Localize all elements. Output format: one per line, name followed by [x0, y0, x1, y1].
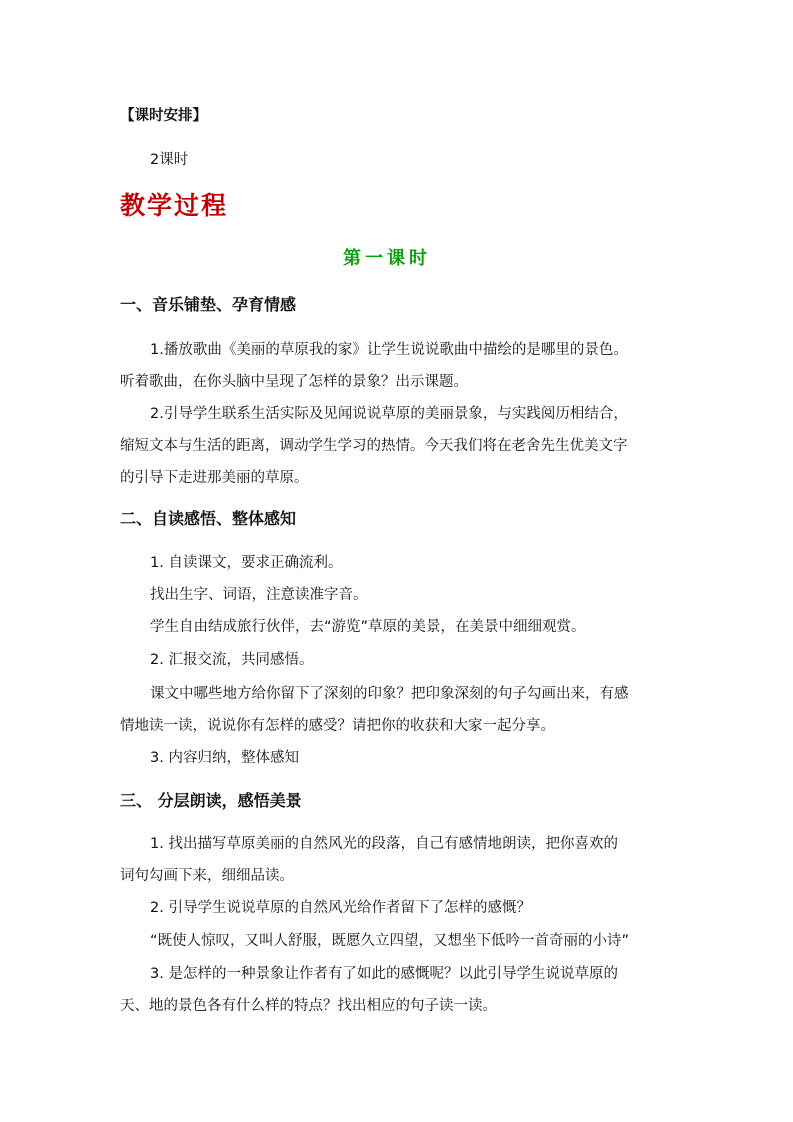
section-2-line: 1. 自读课文，要求正确流利。: [150, 555, 343, 571]
section-2-line: 2. 汇报交流，共同感悟。: [150, 652, 314, 668]
section-3-line: “既使人惊叹，又叫人舒服，既愿久立四望，又想坐下低吟一首奇丽的小诗”: [150, 933, 630, 949]
schedule-heading: 【课时安排】: [120, 108, 207, 124]
section-2-line: 情地读一读，说说你有怎样的感受？请把你的收获和大家一起分享。: [120, 718, 555, 734]
section-3-heading: 三、 分层朗读，感悟美景: [120, 791, 302, 810]
schedule-value: 2课时: [150, 152, 189, 168]
section-1-line: 的引导下走进那美丽的草原。: [120, 470, 309, 486]
section-3-line: 词句勾画下来，细细品读。: [120, 868, 294, 884]
lesson-title: 第一课时: [343, 248, 431, 269]
section-1-line: 缩短文本与生活的距离，调动学生学习的热情。今天我们将在老舍先生优美文字: [120, 438, 628, 454]
section-2-line: 学生自由结成旅行伙伴，去“游览”草原的美景，在美景中细细观赏。: [150, 619, 586, 635]
section-3-line: 2. 引导学生说说草原的自然风光给作者留下了怎样的感慨？: [150, 900, 531, 916]
section-3-line: 1. 找出描写草原美丽的自然风光的段落，自己有感情地朗读，把你喜欢的: [150, 836, 618, 852]
section-1-line: 1.播放歌曲《美丽的草原我的家》让学生说说歌曲中描绘的是哪里的景色。: [150, 342, 628, 358]
section-2-heading: 二、自读感悟、整体感知: [120, 509, 297, 528]
section-2-line: 3. 内容归纳，整体感知: [150, 750, 299, 766]
section-2-line: 找出生字、词语，注意读准字音。: [150, 587, 368, 603]
section-2-line: 课文中哪些地方给你留下了深刻的印象？把印象深刻的句子勾画出来，有感: [150, 686, 629, 702]
section-1-line: 听着歌曲，在你头脑中呈现了怎样的景象？出示课题。: [120, 374, 468, 390]
section-1-line: 2.引导学生联系生活实际及见闻说说草原的美丽景象，与实践阅历相结合，: [150, 406, 628, 422]
section-3-line: 3. 是怎样的一种景象让作者有了如此的感慨呢？以此引导学生说说草原的: [150, 966, 618, 982]
process-title: 教学过程: [120, 191, 229, 220]
section-1-heading: 一、音乐铺垫、孕育情感: [120, 295, 297, 314]
section-3-line: 天、地的景色各有什么样的特点？找出相应的句子读一读。: [120, 998, 497, 1014]
